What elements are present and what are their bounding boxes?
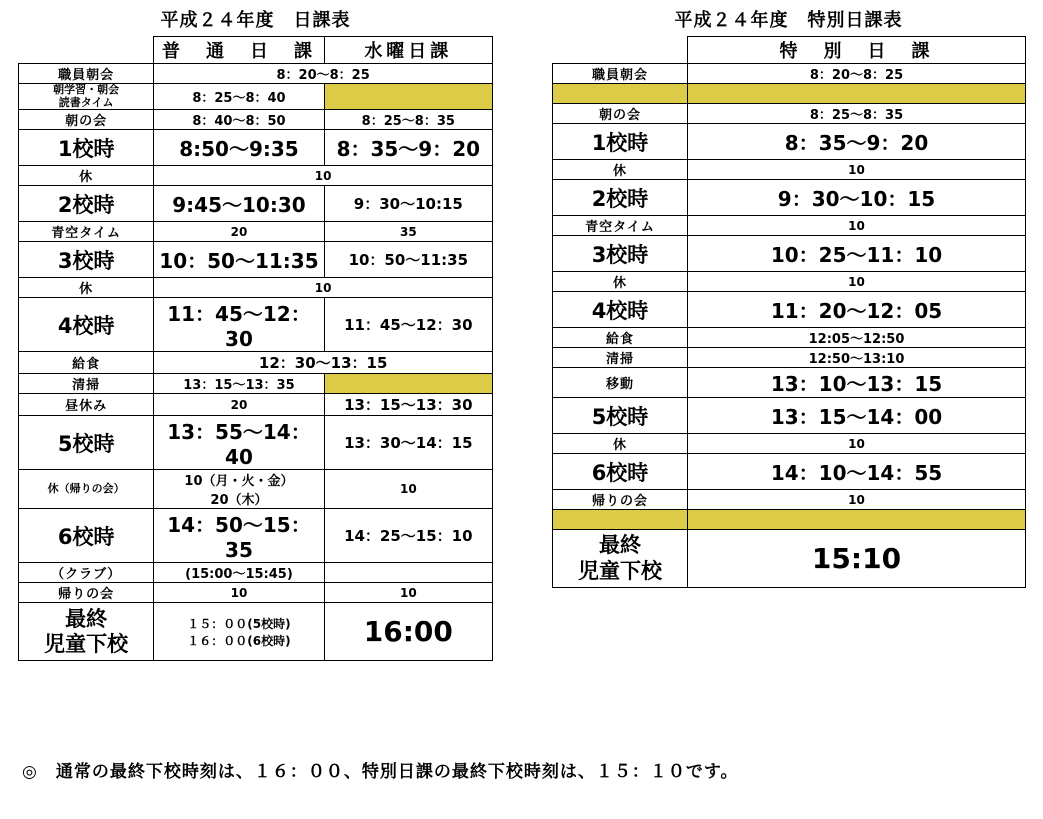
row-label: [553, 510, 688, 530]
row-value-normal: 13：55～14：40: [154, 416, 324, 470]
table-row: [19, 470, 493, 509]
row-label: 朝の会: [19, 110, 154, 130]
table-row: [553, 272, 1026, 292]
row-value-special: 10: [688, 490, 1026, 510]
footer-note: ◎ 通常の最終下校時刻は、１６：００、特別日課の最終下校時刻は、１５：１０です。: [22, 762, 739, 782]
row-value-span: 12：30～13：15: [154, 352, 493, 374]
row-value-wednesday: 8：35～9：20: [324, 130, 492, 166]
daily-schedule-table-wrap: [18, 6, 493, 661]
table-row: [553, 490, 1026, 510]
row-label: 休: [553, 160, 688, 180]
table-row: [19, 394, 493, 416]
table-row: [553, 64, 1026, 84]
row-value-normal: 13：15～13：35: [154, 374, 324, 394]
row-value-span: 10: [154, 278, 493, 298]
row-value-special: 8：20～8：25: [688, 64, 1026, 84]
row-value-wednesday: [324, 374, 492, 394]
table-row: [553, 510, 1026, 530]
special-schedule-table: [552, 36, 1026, 588]
row-value-wednesday: 13：15～13：30: [324, 394, 492, 416]
row-value-normal: 8：25～8：40: [154, 84, 324, 110]
row-label: 休: [19, 166, 154, 186]
row-label: 5校時: [553, 398, 688, 434]
row-label: 清掃: [19, 374, 154, 394]
row-label: 朝学習・朝会 読書タイム: [19, 84, 154, 110]
row-label: 職員朝会: [19, 64, 154, 84]
table-row: [19, 416, 493, 470]
table-row: [553, 454, 1026, 490]
row-value-normal: １５：００(5校時) １６：００(6校時): [154, 603, 324, 661]
row-value-wednesday: 35: [324, 222, 492, 242]
left-table-title: 平成２４年度 日課表: [160, 10, 351, 31]
column-header-1: 特 別 日 課: [688, 37, 1026, 64]
row-label: （クラブ）: [19, 563, 154, 583]
table-header-row: [19, 37, 493, 64]
row-label: [553, 84, 688, 104]
row-label: 休: [19, 278, 154, 298]
row-value-normal: 14：50～15：35: [154, 509, 324, 563]
row-label: 最終 児童下校: [553, 530, 688, 588]
row-value-special: 14：10～14：55: [688, 454, 1026, 490]
row-value-wednesday: [324, 84, 492, 110]
row-label: 休: [553, 272, 688, 292]
row-value-wednesday: 13：30～14：15: [324, 416, 492, 470]
row-value-wednesday: 8：25～8：35: [324, 110, 492, 130]
table-row: [553, 160, 1026, 180]
row-value-special: 10: [688, 216, 1026, 236]
table-row: [19, 509, 493, 563]
column-header-0: [553, 37, 688, 64]
row-label: 3校時: [19, 242, 154, 278]
row-value-wednesday: 11：45～12：30: [324, 298, 492, 352]
row-value-normal: 10: [154, 583, 324, 603]
row-value-wednesday: 16:00: [324, 603, 492, 661]
row-value-special: 15:10: [688, 530, 1026, 588]
row-label: 帰りの会: [553, 490, 688, 510]
table-row: [553, 180, 1026, 216]
row-value-wednesday: 10: [324, 470, 492, 509]
row-value-special: 12:05～12:50: [688, 328, 1026, 348]
special-schedule-table-wrap: [552, 6, 1025, 588]
table-row: [19, 110, 493, 130]
row-label: 2校時: [19, 186, 154, 222]
row-value-normal: 10（月・火・金） 20（木）: [154, 470, 324, 509]
row-value-special: 13：15～14：00: [688, 398, 1026, 434]
row-value-normal: 9:45～10:30: [154, 186, 324, 222]
row-label: 給食: [19, 352, 154, 374]
row-label: 3校時: [553, 236, 688, 272]
table-row: [19, 64, 493, 84]
row-label: 4校時: [19, 298, 154, 352]
table-row: [19, 278, 493, 298]
row-label: 職員朝会: [553, 64, 688, 84]
row-value-normal: (15:00～15:45): [154, 563, 324, 583]
row-value-special: 10: [688, 160, 1026, 180]
row-label: 清掃: [553, 348, 688, 368]
daily-schedule-table: [18, 36, 493, 661]
row-label: 2校時: [553, 180, 688, 216]
table-row: [553, 328, 1026, 348]
table-row: [553, 348, 1026, 368]
row-value-special: 10: [688, 434, 1026, 454]
table-row: [19, 222, 493, 242]
table-row: [19, 603, 493, 661]
row-value-special: 8：35～9：20: [688, 124, 1026, 160]
row-value-normal: 20: [154, 394, 324, 416]
row-value-wednesday: 14：25～15：10: [324, 509, 492, 563]
row-value-special: 13：10～13：15: [688, 368, 1026, 398]
row-label: 6校時: [553, 454, 688, 490]
row-value-special: 11：20～12：05: [688, 292, 1026, 328]
row-label: 休（帰りの会）: [19, 470, 154, 509]
row-label: 1校時: [553, 124, 688, 160]
table-row: [19, 84, 493, 110]
table-row: [553, 216, 1026, 236]
row-value-wednesday: [324, 563, 492, 583]
row-label: 昼休み: [19, 394, 154, 416]
right-table-title: 平成２４年度 特別日課表: [674, 10, 903, 31]
table-row: [19, 583, 493, 603]
row-label: 朝の会: [553, 104, 688, 124]
table-row: [553, 368, 1026, 398]
row-value-span: 10: [154, 166, 493, 186]
row-value-wednesday: 9：30～10:15: [324, 186, 492, 222]
row-value-wednesday: 10：50～11:35: [324, 242, 492, 278]
table-row: [19, 374, 493, 394]
column-header-0: [19, 37, 154, 64]
table-row: [553, 104, 1026, 124]
row-label: 休: [553, 434, 688, 454]
row-label: 最終 児童下校: [19, 603, 154, 661]
row-label: 1校時: [19, 130, 154, 166]
row-label: 青空タイム: [19, 222, 154, 242]
row-value-normal: 20: [154, 222, 324, 242]
row-label: 青空タイム: [553, 216, 688, 236]
row-label: 4校時: [553, 292, 688, 328]
table-row: [553, 292, 1026, 328]
table-row: [19, 166, 493, 186]
table-row: [19, 186, 493, 222]
row-value-special: [688, 510, 1026, 530]
row-label: 帰りの会: [19, 583, 154, 603]
table-row: [19, 352, 493, 374]
table-row: [553, 398, 1026, 434]
row-value-special: 9：30～10：15: [688, 180, 1026, 216]
row-value-normal: 11：45～12：30: [154, 298, 324, 352]
row-label: 移動: [553, 368, 688, 398]
row-label: 給食: [553, 328, 688, 348]
table-row: [19, 563, 493, 583]
table-row: [19, 130, 493, 166]
table-header-row: [553, 37, 1026, 64]
table-row: [553, 84, 1026, 104]
column-header-2: 水曜日課: [324, 37, 492, 64]
row-value-wednesday: 10: [324, 583, 492, 603]
row-value-span: 8：20～8：25: [154, 64, 493, 84]
table-row: [553, 530, 1026, 588]
row-value-special: [688, 84, 1026, 104]
row-value-special: 10：25～11：10: [688, 236, 1026, 272]
table-row: [553, 434, 1026, 454]
table-row: [19, 242, 493, 278]
row-value-normal: 10：50～11:35: [154, 242, 324, 278]
column-header-1: 普 通 日 課: [154, 37, 324, 64]
row-label: 6校時: [19, 509, 154, 563]
row-value-special: 10: [688, 272, 1026, 292]
table-row: [553, 236, 1026, 272]
row-label: 5校時: [19, 416, 154, 470]
row-value-normal: 8:50～9:35: [154, 130, 324, 166]
row-value-normal: 8：40～8：50: [154, 110, 324, 130]
table-row: [553, 124, 1026, 160]
table-row: [19, 298, 493, 352]
row-value-special: 8：25～8：35: [688, 104, 1026, 124]
row-value-special: 12:50～13:10: [688, 348, 1026, 368]
